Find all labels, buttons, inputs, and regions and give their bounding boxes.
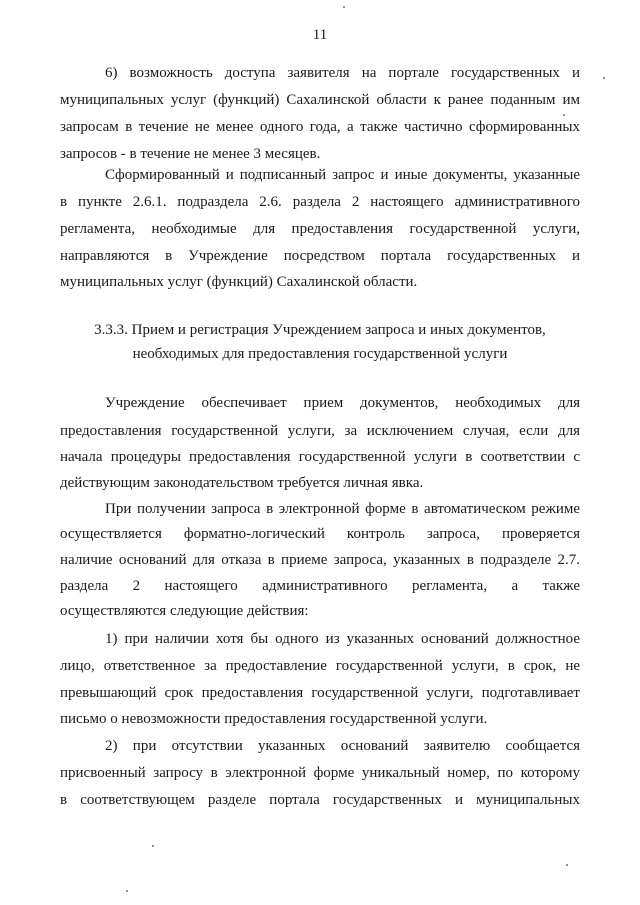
- paragraph-1-line-1: 6) возможность доступа заявителя на портале государственных и: [105, 65, 580, 81]
- paragraph-3-line-2: предоставления государственной услуги, за исключением случая, если для: [60, 423, 580, 439]
- paragraph-1-line-4: запросов - в течение не менее 3 месяцев.: [60, 146, 321, 162]
- paragraph-4-line-2: осуществляется форматно-логический контроль запроса, проверяется: [60, 526, 580, 542]
- paragraph-4-line-5: осуществляются следующие действия:: [60, 603, 309, 619]
- scan-speck: [126, 890, 128, 892]
- paragraph-2-line-4: направляются в Учреждение посредством портала государственных и: [60, 248, 580, 264]
- section-heading-line-1: 3.3.3. Прием и регистрация Учреждением запроса и иных документов,: [94, 322, 546, 338]
- paragraph-6-line-2: присвоенный запросу в электронной форме уникальный номер, по которому: [60, 765, 580, 781]
- paragraph-2-line-2: в пункте 2.6.1. подраздела 2.6. раздела 2 настоящего административного: [60, 194, 580, 210]
- paragraph-5-line-4: письмо о невозможности предоставления государственной услуги.: [60, 711, 488, 727]
- paragraph-5-line-2: лицо, ответственное за предоставление государственной услуги, в срок, не: [60, 658, 580, 674]
- paragraph-4-line-1: При получении запроса в электронной форме в автоматическом режиме: [105, 501, 580, 517]
- paragraph-3-line-4: действующим законодательством требуется личная явка.: [60, 475, 424, 491]
- scan-speck: [343, 6, 345, 8]
- paragraph-5-line-3: превышающий срок предоставления государственной услуги, подготавливает: [60, 685, 580, 701]
- scan-speck: [566, 864, 568, 866]
- paragraph-5-line-1: 1) при наличии хотя бы одного из указанных оснований должностное: [105, 631, 580, 647]
- scan-speck: [563, 114, 565, 116]
- section-heading-line-2: необходимых для предоставления государственной услуги: [132, 346, 508, 362]
- paragraph-6-line-1: 2) при отсутствии указанных оснований заявителю сообщается: [105, 738, 580, 754]
- paragraph-6-line-3: в соответствующем разделе портала государственных и муниципальных: [60, 792, 580, 808]
- scan-speck: [603, 77, 605, 79]
- paragraph-1-line-3: запросам в течение не менее одного года, а также частично сформированных: [60, 119, 580, 135]
- paragraph-2-line-1: Сформированный и подписанный запрос и иные документы, указанные: [105, 167, 580, 183]
- paragraph-1-line-2: муниципальных услуг (функций) Сахалинской области к ранее поданным им: [60, 92, 580, 108]
- paragraph-4-line-4: раздела 2 настоящего административного регламента, а также: [60, 578, 580, 594]
- paragraph-3-line-1: Учреждение обеспечивает прием документов, необходимых для: [105, 395, 580, 411]
- paragraph-2-line-5: муниципальных услуг (функций) Сахалинской области.: [60, 274, 418, 290]
- paragraph-2-line-3: регламента, необходимые для предоставления государственной услуги,: [60, 221, 580, 237]
- page-number: 11: [312, 27, 328, 43]
- paragraph-3-line-3: начала процедуры предоставления государственной услуги в соответствии с: [60, 449, 580, 465]
- paragraph-4-line-3: наличие оснований для отказа в приеме запроса, указанных в подразделе 2.7.: [60, 552, 580, 568]
- scan-speck: [152, 845, 154, 847]
